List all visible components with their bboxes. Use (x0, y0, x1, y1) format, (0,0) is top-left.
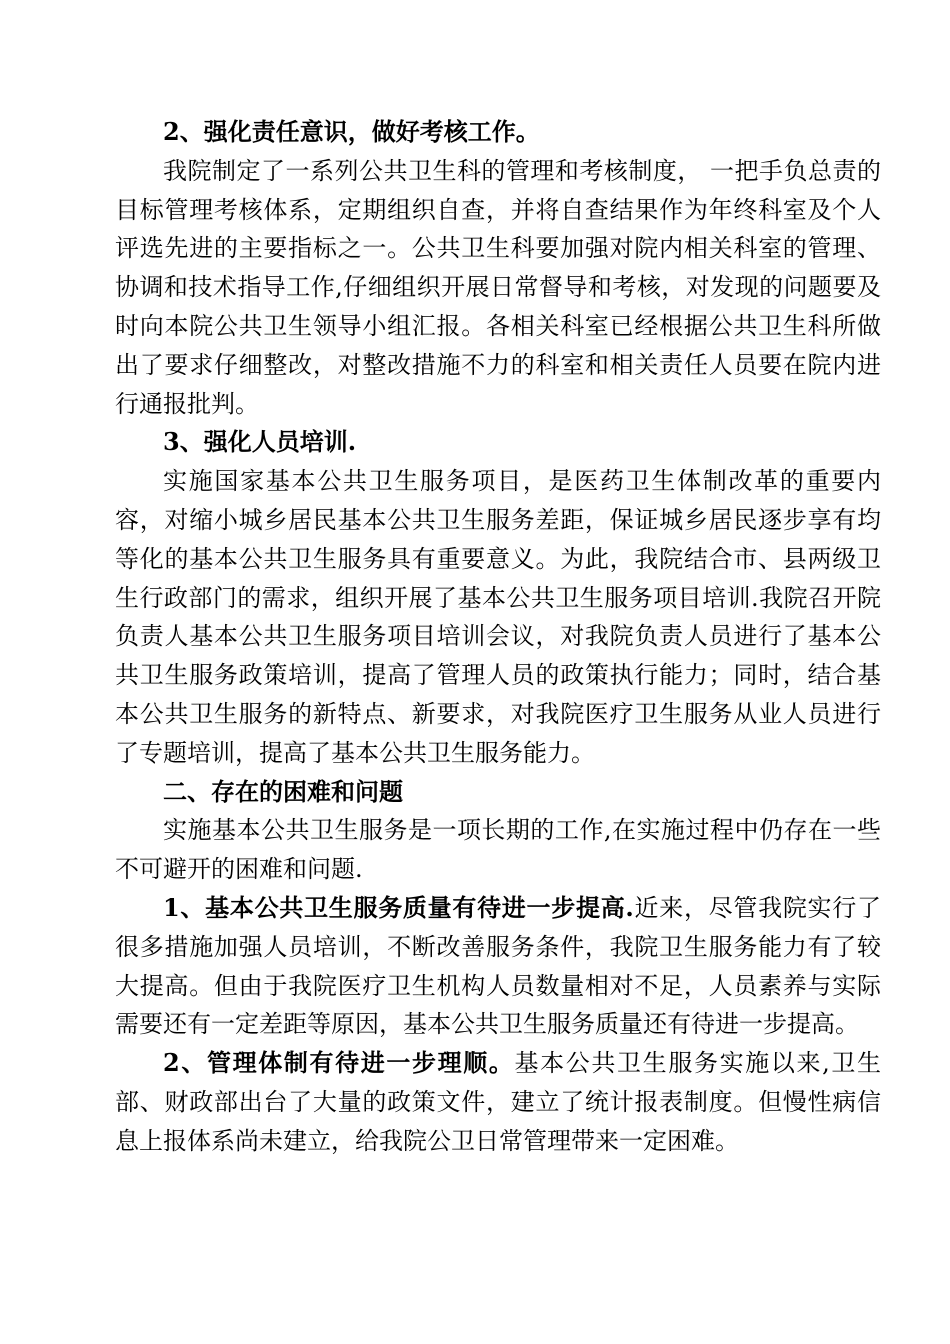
problem-1-title: 1、基本公共卫生服务质量有待进一步提高. (163, 892, 634, 922)
paragraph-problems-intro: 实施基本公共卫生服务是一项长期的工作,在实施过程中仍存在一些不可避开的困难和问题. (115, 816, 881, 884)
problem-2-text: 基本公共卫生服务实施以来,卫生部、财政部出台了大量的政策文件，建立了统计报表制度。但慢性病信息上报体系尚未建立，给我院公卫日常管理带来一定困难。 (115, 1049, 881, 1155)
section-heading-training: 3、强化人员培训. (163, 427, 357, 457)
paragraph-problem-2 (115, 1044, 881, 1160)
paragraph-assessment-system: 我院制定了一系列公共卫生科的管理和考核制度， 一把手负总责的目标管理考核体系，定期组织自查，并将自查结果作为年终科室及个人评选先进的主要指标之一。公共卫生科要加强对院内相关科室的管理、协调和技术指导工作,仔细组织开展日常督导和考核，对发现的问题要及时向本院公共卫生领导小组汇报。各相关科室已经根据公共卫生科所做出了要求仔细整改，对整改措施不力的科室和相关责任人员要在院内进行通报批判。 (115, 156, 881, 418)
problem-1-text: 近来，尽管我院实行了很多措施加强人员培训，不断改善服务条件，我院卫生服务能力有了较大提高。但由于我院医疗卫生机构人员数量相对不足，人员素养与实际需要还有一定差距等原因，基本公共卫生服务质量还有待进一步提高。 (115, 893, 882, 1039)
section-heading-problems: 二、存在的困难和问题 (163, 776, 403, 806)
section-heading-responsibility: 2、强化责任意识，做好考核工作。 (163, 117, 540, 146)
document-page (115, 113, 881, 1161)
problem-2-title: 2、管理体制有待进一步理顺。 (163, 1048, 515, 1078)
paragraph-problem-1 (115, 889, 881, 1044)
paragraph-training: 实施国家基本公共卫生服务项目，是医药卫生体制改革的重要内容，对缩小城乡居民基本公共卫生服务差距，保证城乡居民逐步享有均等化的基本公共卫生服务具有重要意义。为此，我院结合市、县两级卫生行政部门的需求，组织开展了基本公共卫生服务项目培训.我院召开院负责人基本公共卫生服务项目培训会议，对我院负责人员进行了基本公共卫生服务政策培训，提高了管理人员的政策执行能力；同时，结合基本公共卫生服务的新特点、新要求，对我院医疗卫生服务从业人员进行了专题培训，提高了基本公共卫生服务能力。 (115, 467, 881, 767)
